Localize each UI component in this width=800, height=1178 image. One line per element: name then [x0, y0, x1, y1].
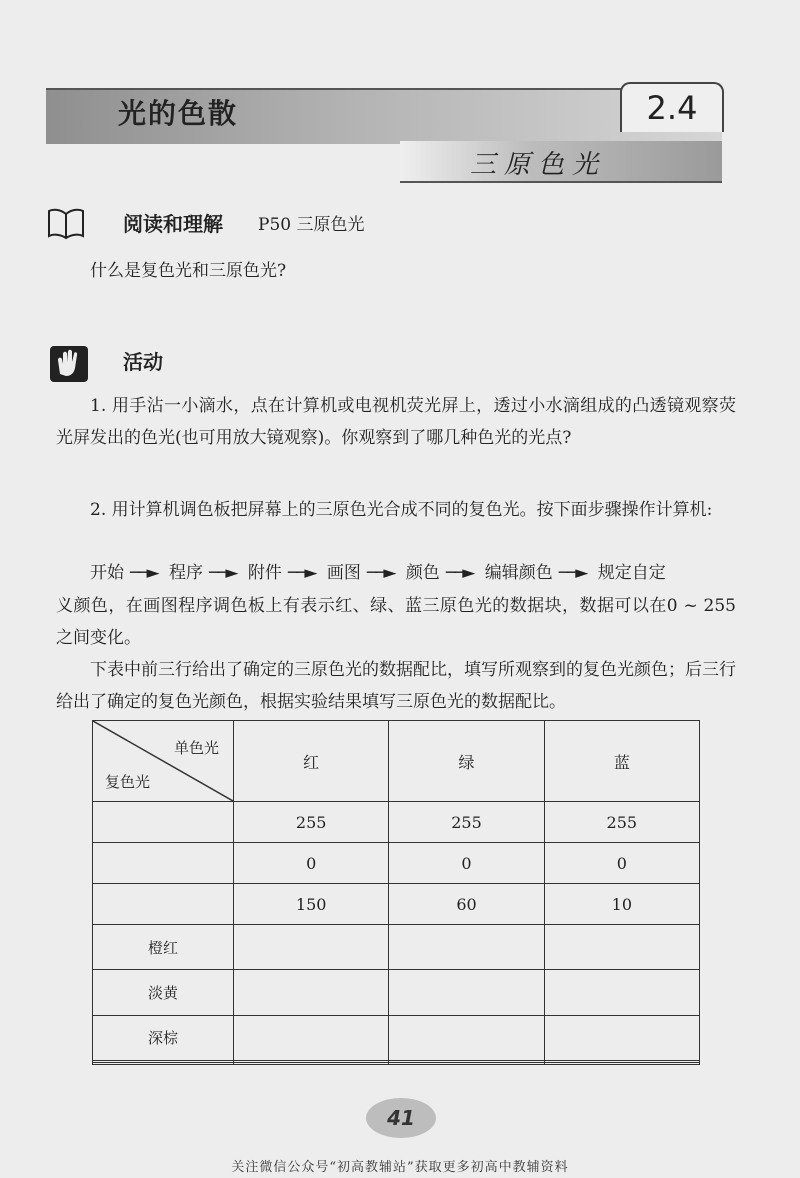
flow-step: 规定自定: [597, 563, 666, 583]
flow-continuation: 义颜色，在画图程序调色板上有表示红、绿、蓝三原色光的数据块，数据可以在0 ~ 255 之间变化。: [56, 596, 736, 648]
table-row: [93, 925, 700, 970]
section-number: 2.4: [620, 82, 724, 132]
column-header-green: 绿: [389, 721, 544, 802]
reading-reference: P50 三原色光: [258, 215, 365, 235]
table-cell: 0: [234, 843, 389, 884]
table-cell[interactable]: [544, 1062, 699, 1064]
table-cell[interactable]: [389, 970, 544, 1015]
row-label: 淡黄: [93, 970, 234, 1015]
table-instruction: 下表中前三行给出了确定的三原色光的数据配比，填写所观察到的复色光颜色；后三行给出了确定的复色光颜色，根据实验结果填写三原色光的数据配比。: [56, 660, 736, 712]
color-data-table: [92, 720, 700, 1065]
table-row: [93, 843, 700, 884]
section-subtitle: 三原色光: [470, 150, 607, 180]
table-cell[interactable]: [234, 925, 389, 970]
menu-path: 开始 ──► 程序 ──► 附件 ──► 画图 ──► 颜色 ──► 编辑颜色 ──► 规定自定: [90, 563, 666, 583]
row-label: 深棕: [93, 1015, 234, 1060]
corner-top-label: 单色光: [173, 739, 219, 757]
row-label: [93, 884, 234, 925]
table-cell[interactable]: [544, 970, 699, 1015]
activity-heading: 活动: [123, 350, 163, 374]
table-cell[interactable]: [544, 925, 699, 970]
table-cell[interactable]: [389, 1015, 544, 1060]
table-cell: 10: [544, 884, 699, 925]
column-header-red: 红: [234, 721, 389, 802]
flow-step: 开始: [90, 563, 124, 583]
flow-step: 编辑颜色: [484, 563, 553, 583]
activity-item-2-intro: 2. 用计算机调色板把屏幕上的三原色光合成不同的复色光。按下面步骤操作计算机:: [90, 500, 713, 520]
flow-step: 画图: [326, 563, 361, 583]
column-header-blue: 蓝: [544, 721, 699, 802]
table-cell: 255: [389, 802, 544, 843]
footer-note: 关注微信公众号“初高教辅站”获取更多初高中教辅资料: [231, 1160, 569, 1175]
activity-item-1: 1. 用手沾一小滴水，点在计算机或电视机荧光屏上，透过小水滴组成的凸透镜观察荧光屏发出的色光(也可用放大镜观察)。你观察到了哪几种色光的光点?: [56, 396, 736, 448]
row-label: [93, 1062, 234, 1064]
table-row: [93, 1015, 700, 1060]
row-label: 橙红: [93, 925, 234, 970]
table-cell: 0: [544, 843, 699, 884]
table-cell: 0: [389, 843, 544, 884]
table-cell: 255: [234, 802, 389, 843]
chapter-title: 光的色散: [118, 97, 239, 130]
table-row: [93, 802, 700, 843]
flow-step: 颜色: [405, 563, 440, 583]
table-row: [93, 970, 700, 1015]
table-row: [93, 1062, 700, 1064]
hand-icon: [50, 346, 88, 382]
table-row: [93, 884, 700, 925]
flow-step: 程序: [168, 563, 203, 583]
table-cell[interactable]: [234, 1015, 389, 1060]
table-corner-cell: [93, 721, 234, 802]
corner-bottom-label: 复色光: [105, 773, 151, 791]
page-number: 41: [366, 1098, 436, 1138]
table-cell[interactable]: [234, 970, 389, 1015]
row-label: [93, 802, 234, 843]
table-cell: 255: [544, 802, 699, 843]
table-cell[interactable]: [234, 1062, 389, 1064]
table-cell: 150: [234, 884, 389, 925]
flow-step: 附件: [247, 563, 282, 583]
open-book-icon: [47, 206, 85, 240]
reading-question: 什么是复色光和三原色光?: [90, 261, 287, 281]
table-cell[interactable]: [389, 925, 544, 970]
reading-heading: 阅读和理解: [123, 212, 223, 236]
table-cell[interactable]: [544, 1015, 699, 1060]
row-label: [93, 843, 234, 884]
table-cell[interactable]: [389, 1062, 544, 1064]
table-cell: 60: [389, 884, 544, 925]
